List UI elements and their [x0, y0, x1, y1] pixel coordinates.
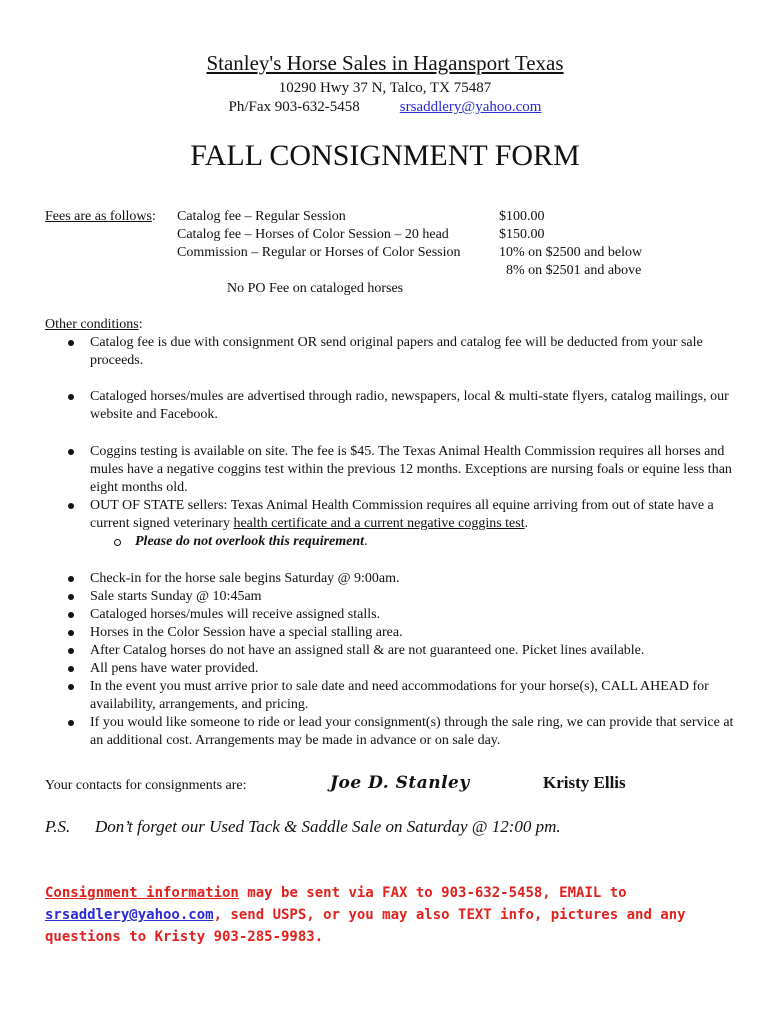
list-item: After Catalog horses do not have an assigned stall & are not guaranteed one. Picket lines available. [45, 642, 735, 660]
conditions-list-4 [45, 570, 735, 750]
contact-kristy: Kristy Ellis [543, 773, 626, 792]
conditions-label: Other conditions: [45, 317, 143, 332]
bullet-icon [68, 394, 74, 400]
form-title: FALL CONSIGNMENT FORM [190, 139, 580, 172]
circle-bullet-icon [114, 539, 121, 546]
list-item: In the event you must arrive prior to sale date and need accommodations for your horse(s), CALL AHEAD for availability, arrangements, and pricing. [45, 678, 735, 714]
list-item-out-of-state: OUT OF STATE sellers: Texas Animal Health Commission requires all equine arriving from out of state have a current signed veterinary health certificate and a current negative coggins test. [45, 497, 735, 533]
no-po-fee-note: No PO Fee on cataloged horses [227, 281, 404, 296]
fee-desc-3: Commission – Regular or Horses of Color Session [177, 245, 461, 260]
address: 10290 Hwy 37 N, Talco, TX 75487 [278, 80, 492, 96]
list-item: All pens have water provided. [45, 660, 735, 678]
fee-amount-1: $100.00 [499, 209, 545, 224]
bullet-icon [68, 449, 74, 455]
phone-fax: Ph/Fax 903-632-5458 [228, 99, 360, 115]
email-link[interactable]: srsaddlery@yahoo.com [399, 99, 542, 115]
contact-signature-joe: Joe D. Stanley [330, 773, 470, 793]
page-title: Stanley's Horse Sales in Hagansport Texas [206, 51, 564, 75]
fee-amount-2: $150.00 [499, 227, 545, 242]
bullet-icon [68, 576, 74, 582]
contacts-label: Your contacts for consignments are: [45, 778, 247, 793]
fee-desc-2: Catalog fee – Horses of Color Session – 20 head [177, 227, 449, 242]
list-item: Cataloged horses/mules are advertised through radio, newspapers, local & multi-state flyers, catalog mailings, our website and Facebook. [45, 388, 735, 424]
bullet-icon [68, 340, 74, 346]
footer-email-link[interactable]: srsaddlery@yahoo.com [45, 907, 214, 923]
conditions-list-3 [45, 443, 735, 551]
bullet-icon [68, 503, 74, 509]
list-item: Sale starts Sunday @ 10:45am [45, 588, 735, 606]
bullet-icon [68, 612, 74, 618]
list-item: Check-in for the horse sale begins Saturday @ 9:00am. [45, 570, 735, 588]
conditions-list-1 [45, 334, 735, 370]
sub-list-item: Please do not overlook this requirement. [45, 533, 735, 551]
bullet-icon [68, 648, 74, 654]
contact-line [0, 98, 770, 116]
ps-label: P.S. [45, 817, 71, 836]
bullet-icon [68, 594, 74, 600]
fee-amount-3: 10% on $2500 and below [499, 245, 643, 260]
bullet-icon [68, 666, 74, 672]
conditions-list-2 [45, 388, 735, 424]
bullet-icon [68, 720, 74, 726]
fee-desc-1: Catalog fee – Regular Session [177, 209, 346, 224]
consignment-info-note: Consignment information may be sent via FAX to 903-632-5458, EMAIL to srsaddlery@yahoo.com, send USPS, or you may also TEXT info, pictures and any questions to Kristy 903-285-9983. [45, 885, 686, 945]
fee-amount-4: 8% on $2501 and above [499, 263, 642, 278]
list-item: If you would like someone to ride or lead your consignment(s) through the sale ring, we can provide that service at an additional cost. Arrangements may be made in advance or on sale day. [45, 714, 735, 750]
list-item: Coggins testing is available on site. The fee is $45. The Texas Animal Health Commission requires all horses and mules have a negative coggins test within the previous 12 months. Exceptions are nursing foals or equine less than eight months old. [45, 443, 735, 497]
list-item: Cataloged horses/mules will receive assigned stalls. [45, 606, 735, 624]
ps-text: Don’t forget our Used Tack & Saddle Sale on Saturday @ 12:00 pm. [95, 817, 561, 836]
bullet-icon [68, 630, 74, 636]
list-item: Catalog fee is due with consignment OR send original papers and catalog fee will be deducted from your sale proceeds. [45, 334, 735, 370]
fees-label: Fees are as follows: [45, 209, 156, 224]
bullet-icon [68, 684, 74, 690]
list-item: Horses in the Color Session have a special stalling area. [45, 624, 735, 642]
